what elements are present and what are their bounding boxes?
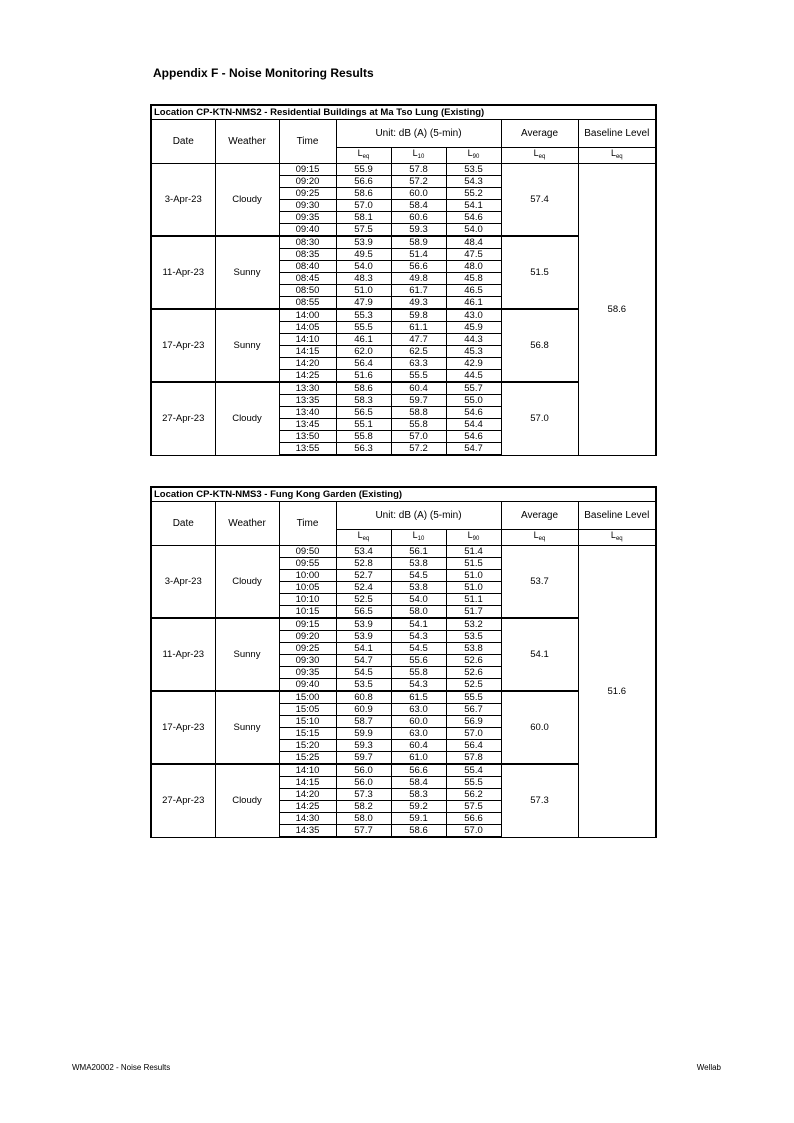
time-cell: 14:00 xyxy=(279,309,336,322)
l10-cell: 54.1 xyxy=(391,618,446,631)
time-cell: 10:05 xyxy=(279,582,336,594)
l90-cell: 47.5 xyxy=(446,249,501,261)
average-leq-header xyxy=(501,530,578,546)
time-cell: 09:20 xyxy=(279,176,336,188)
l90-cell: 56.6 xyxy=(446,813,501,825)
baseline-header: Baseline Level xyxy=(578,502,656,530)
leq-cell: 59.7 xyxy=(336,752,391,765)
average-leq-header-subscript: eq xyxy=(538,154,546,160)
average-cell: 57.3 xyxy=(501,764,578,837)
leq-cell: 55.3 xyxy=(336,309,391,322)
l90-cell: 54.6 xyxy=(446,431,501,443)
leq-cell: 59.3 xyxy=(336,740,391,752)
leq-cell: 49.5 xyxy=(336,249,391,261)
weather-cell: Sunny xyxy=(215,236,279,309)
leq-header-subscript: eq xyxy=(362,536,370,542)
leq-cell: 62.0 xyxy=(336,346,391,358)
l90-cell: 56.7 xyxy=(446,704,501,716)
l90-cell: 57.5 xyxy=(446,801,501,813)
l10-cell: 59.8 xyxy=(391,309,446,322)
l90-cell: 55.7 xyxy=(446,382,501,395)
l10-cell: 47.7 xyxy=(391,334,446,346)
leq-cell: 53.5 xyxy=(336,679,391,692)
l10-cell: 57.0 xyxy=(391,431,446,443)
l10-header-symbol: L xyxy=(412,530,418,540)
l90-cell: 53.5 xyxy=(446,631,501,643)
time-header: Time xyxy=(279,502,336,546)
time-cell: 14:20 xyxy=(279,358,336,370)
time-cell: 09:25 xyxy=(279,643,336,655)
page-title: Appendix F - Noise Monitoring Results xyxy=(153,66,374,80)
time-cell: 09:55 xyxy=(279,558,336,570)
l90-cell: 55.5 xyxy=(446,777,501,789)
unit-header: Unit: dB (A) (5-min) xyxy=(336,502,501,530)
leq-cell: 53.9 xyxy=(336,236,391,249)
leq-cell: 52.5 xyxy=(336,594,391,606)
weather-cell: Sunny xyxy=(215,309,279,382)
time-cell: 09:35 xyxy=(279,212,336,224)
leq-header-symbol: L xyxy=(357,148,363,158)
location-title: Location CP-KTN-NMS3 - Fung Kong Garden (Existing) xyxy=(151,487,656,502)
l90-cell: 54.0 xyxy=(446,224,501,237)
l90-cell: 51.5 xyxy=(446,558,501,570)
time-cell: 08:50 xyxy=(279,285,336,297)
time-cell: 09:25 xyxy=(279,188,336,200)
l10-cell: 58.9 xyxy=(391,236,446,249)
l90-cell: 56.9 xyxy=(446,716,501,728)
l10-cell: 63.0 xyxy=(391,728,446,740)
l90-cell: 57.8 xyxy=(446,752,501,765)
l90-cell: 54.7 xyxy=(446,443,501,456)
time-cell: 15:10 xyxy=(279,716,336,728)
l10-cell: 61.1 xyxy=(391,322,446,334)
baseline-cell: 51.6 xyxy=(578,546,656,838)
l10-cell: 54.5 xyxy=(391,643,446,655)
leq-cell: 58.7 xyxy=(336,716,391,728)
leq-cell: 56.5 xyxy=(336,407,391,419)
leq-cell: 54.1 xyxy=(336,643,391,655)
time-cell: 15:25 xyxy=(279,752,336,765)
l90-cell: 57.0 xyxy=(446,728,501,740)
average-cell: 51.5 xyxy=(501,236,578,309)
time-cell: 09:40 xyxy=(279,224,336,237)
l10-cell: 60.0 xyxy=(391,716,446,728)
time-cell: 09:50 xyxy=(279,546,336,558)
l10-cell: 63.0 xyxy=(391,704,446,716)
weather-header: Weather xyxy=(215,120,279,164)
date-cell: 27-Apr-23 xyxy=(151,764,215,837)
leq-cell: 51.6 xyxy=(336,370,391,383)
l90-cell: 43.0 xyxy=(446,309,501,322)
average-leq-header-symbol: L xyxy=(533,148,539,158)
leq-cell: 47.9 xyxy=(336,297,391,310)
time-header: Time xyxy=(279,120,336,164)
time-cell: 14:35 xyxy=(279,825,336,838)
leq-cell: 52.7 xyxy=(336,570,391,582)
l90-cell: 45.9 xyxy=(446,322,501,334)
average-leq-header-subscript: eq xyxy=(538,536,546,542)
l10-cell: 57.2 xyxy=(391,176,446,188)
leq-cell: 54.7 xyxy=(336,655,391,667)
noise-results-table-nms2 xyxy=(150,104,657,456)
time-cell: 09:15 xyxy=(279,618,336,631)
leq-cell: 54.0 xyxy=(336,261,391,273)
footer-company: Wellab xyxy=(696,1063,721,1072)
l10-cell: 51.4 xyxy=(391,249,446,261)
unit-header: Unit: dB (A) (5-min) xyxy=(336,120,501,148)
weather-cell: Sunny xyxy=(215,691,279,764)
l90-cell: 54.3 xyxy=(446,176,501,188)
average-cell: 53.7 xyxy=(501,546,578,619)
time-cell: 14:10 xyxy=(279,764,336,777)
leq-cell: 55.8 xyxy=(336,431,391,443)
leq-cell: 57.7 xyxy=(336,825,391,838)
baseline-header: Baseline Level xyxy=(578,120,656,148)
l90-cell: 42.9 xyxy=(446,358,501,370)
l10-cell: 60.4 xyxy=(391,740,446,752)
l10-cell: 49.8 xyxy=(391,273,446,285)
l10-cell: 60.0 xyxy=(391,188,446,200)
table-row xyxy=(151,164,656,176)
l10-cell: 58.0 xyxy=(391,606,446,619)
time-cell: 10:10 xyxy=(279,594,336,606)
l90-cell: 54.6 xyxy=(446,212,501,224)
l90-cell: 45.3 xyxy=(446,346,501,358)
l10-cell: 58.4 xyxy=(391,777,446,789)
l90-header-symbol: L xyxy=(467,530,473,540)
leq-header-subscript: eq xyxy=(362,154,370,160)
l10-cell: 55.5 xyxy=(391,370,446,383)
l10-cell: 54.3 xyxy=(391,679,446,692)
average-leq-header-symbol: L xyxy=(533,530,539,540)
time-cell: 09:20 xyxy=(279,631,336,643)
date-cell: 17-Apr-23 xyxy=(151,691,215,764)
l10-cell: 63.3 xyxy=(391,358,446,370)
time-cell: 14:20 xyxy=(279,789,336,801)
l90-cell: 55.4 xyxy=(446,764,501,777)
location-title: Location CP-KTN-NMS2 - Residential Buildings at Ma Tso Lung (Existing) xyxy=(151,105,656,120)
l10-header-symbol: L xyxy=(412,148,418,158)
leq-header xyxy=(336,530,391,546)
leq-cell: 56.0 xyxy=(336,777,391,789)
leq-cell: 46.1 xyxy=(336,334,391,346)
baseline-leq-header-symbol: L xyxy=(610,530,616,540)
l10-cell: 59.3 xyxy=(391,224,446,237)
l90-header-subscript: 90 xyxy=(472,536,480,542)
average-cell: 57.0 xyxy=(501,382,578,455)
leq-cell: 57.0 xyxy=(336,200,391,212)
leq-cell: 56.6 xyxy=(336,176,391,188)
l10-cell: 54.3 xyxy=(391,631,446,643)
leq-header-symbol: L xyxy=(357,530,363,540)
time-cell: 13:50 xyxy=(279,431,336,443)
l90-cell: 53.2 xyxy=(446,618,501,631)
l10-cell: 57.8 xyxy=(391,164,446,176)
leq-cell: 55.5 xyxy=(336,322,391,334)
l10-header-subscript: 10 xyxy=(417,154,425,160)
baseline-cell: 58.6 xyxy=(578,164,656,456)
weather-header: Weather xyxy=(215,502,279,546)
time-cell: 14:10 xyxy=(279,334,336,346)
l90-cell: 53.8 xyxy=(446,643,501,655)
leq-cell: 51.0 xyxy=(336,285,391,297)
leq-cell: 52.4 xyxy=(336,582,391,594)
l90-cell: 44.5 xyxy=(446,370,501,383)
leq-cell: 53.9 xyxy=(336,618,391,631)
l10-cell: 55.8 xyxy=(391,419,446,431)
time-cell: 08:35 xyxy=(279,249,336,261)
l10-cell: 61.7 xyxy=(391,285,446,297)
average-cell: 56.8 xyxy=(501,309,578,382)
l10-cell: 56.6 xyxy=(391,261,446,273)
l10-cell: 59.2 xyxy=(391,801,446,813)
leq-cell: 57.3 xyxy=(336,789,391,801)
average-header: Average xyxy=(501,120,578,148)
l10-cell: 60.6 xyxy=(391,212,446,224)
time-cell: 14:30 xyxy=(279,813,336,825)
l90-header xyxy=(446,530,501,546)
l10-cell: 55.6 xyxy=(391,655,446,667)
date-header: Date xyxy=(151,502,215,546)
l10-header-subscript: 10 xyxy=(417,536,425,542)
time-cell: 13:45 xyxy=(279,419,336,431)
l90-cell: 45.8 xyxy=(446,273,501,285)
leq-cell: 55.9 xyxy=(336,164,391,176)
l90-cell: 51.0 xyxy=(446,570,501,582)
l10-cell: 60.4 xyxy=(391,382,446,395)
l90-cell: 51.4 xyxy=(446,546,501,558)
time-cell: 08:45 xyxy=(279,273,336,285)
time-cell: 08:30 xyxy=(279,236,336,249)
date-header: Date xyxy=(151,120,215,164)
time-cell: 09:40 xyxy=(279,679,336,692)
time-cell: 14:15 xyxy=(279,777,336,789)
leq-cell: 56.4 xyxy=(336,358,391,370)
l10-cell: 58.8 xyxy=(391,407,446,419)
weather-cell: Cloudy xyxy=(215,164,279,237)
average-cell: 60.0 xyxy=(501,691,578,764)
leq-cell: 55.1 xyxy=(336,419,391,431)
time-cell: 10:15 xyxy=(279,606,336,619)
l90-cell: 46.1 xyxy=(446,297,501,310)
l90-cell: 52.6 xyxy=(446,667,501,679)
date-cell: 3-Apr-23 xyxy=(151,164,215,237)
time-cell: 14:25 xyxy=(279,801,336,813)
time-cell: 15:00 xyxy=(279,691,336,704)
time-cell: 15:20 xyxy=(279,740,336,752)
l90-cell: 51.0 xyxy=(446,582,501,594)
l10-cell: 58.6 xyxy=(391,825,446,838)
l10-cell: 54.5 xyxy=(391,570,446,582)
leq-cell: 53.9 xyxy=(336,631,391,643)
time-cell: 14:05 xyxy=(279,322,336,334)
l90-cell: 51.1 xyxy=(446,594,501,606)
leq-cell: 58.6 xyxy=(336,188,391,200)
l10-cell: 56.1 xyxy=(391,546,446,558)
weather-cell: Cloudy xyxy=(215,382,279,455)
baseline-leq-header xyxy=(578,530,656,546)
l90-cell: 55.2 xyxy=(446,188,501,200)
l10-cell: 53.8 xyxy=(391,558,446,570)
l90-cell: 48.0 xyxy=(446,261,501,273)
l10-header xyxy=(391,530,446,546)
leq-cell: 58.3 xyxy=(336,395,391,407)
average-cell: 54.1 xyxy=(501,618,578,691)
leq-cell: 59.9 xyxy=(336,728,391,740)
baseline-leq-header-symbol: L xyxy=(610,148,616,158)
leq-cell: 60.9 xyxy=(336,704,391,716)
weather-cell: Cloudy xyxy=(215,764,279,837)
l10-header xyxy=(391,148,446,164)
l90-cell: 52.6 xyxy=(446,655,501,667)
leq-cell: 56.5 xyxy=(336,606,391,619)
weather-cell: Cloudy xyxy=(215,546,279,619)
leq-cell: 48.3 xyxy=(336,273,391,285)
time-cell: 08:55 xyxy=(279,297,336,310)
average-cell: 57.4 xyxy=(501,164,578,237)
l90-header-symbol: L xyxy=(467,148,473,158)
l10-cell: 59.1 xyxy=(391,813,446,825)
time-cell: 13:40 xyxy=(279,407,336,419)
l90-cell: 55.5 xyxy=(446,691,501,704)
leq-header xyxy=(336,148,391,164)
baseline-leq-header-subscript: eq xyxy=(615,536,623,542)
leq-cell: 52.8 xyxy=(336,558,391,570)
date-cell: 27-Apr-23 xyxy=(151,382,215,455)
time-cell: 13:55 xyxy=(279,443,336,456)
time-cell: 09:35 xyxy=(279,667,336,679)
time-cell: 15:05 xyxy=(279,704,336,716)
baseline-leq-header xyxy=(578,148,656,164)
l90-cell: 56.2 xyxy=(446,789,501,801)
leq-cell: 53.4 xyxy=(336,546,391,558)
weather-cell: Sunny xyxy=(215,618,279,691)
time-cell: 13:35 xyxy=(279,395,336,407)
leq-cell: 58.6 xyxy=(336,382,391,395)
l90-cell: 46.5 xyxy=(446,285,501,297)
leq-cell: 56.0 xyxy=(336,764,391,777)
l90-cell: 51.7 xyxy=(446,606,501,619)
l10-cell: 57.2 xyxy=(391,443,446,456)
l10-cell: 49.3 xyxy=(391,297,446,310)
l10-cell: 55.8 xyxy=(391,667,446,679)
l10-cell: 54.0 xyxy=(391,594,446,606)
l90-header xyxy=(446,148,501,164)
l90-cell: 54.6 xyxy=(446,407,501,419)
leq-cell: 54.5 xyxy=(336,667,391,679)
time-cell: 08:40 xyxy=(279,261,336,273)
time-cell: 13:30 xyxy=(279,382,336,395)
time-cell: 15:15 xyxy=(279,728,336,740)
l90-cell: 55.0 xyxy=(446,395,501,407)
l90-cell: 48.4 xyxy=(446,236,501,249)
leq-cell: 56.3 xyxy=(336,443,391,456)
time-cell: 09:30 xyxy=(279,200,336,212)
l90-cell: 44.3 xyxy=(446,334,501,346)
date-cell: 11-Apr-23 xyxy=(151,236,215,309)
date-cell: 3-Apr-23 xyxy=(151,546,215,619)
l90-header-subscript: 90 xyxy=(472,154,480,160)
leq-cell: 58.1 xyxy=(336,212,391,224)
time-cell: 09:15 xyxy=(279,164,336,176)
date-cell: 17-Apr-23 xyxy=(151,309,215,382)
leq-cell: 58.0 xyxy=(336,813,391,825)
l10-cell: 62.5 xyxy=(391,346,446,358)
l10-cell: 61.5 xyxy=(391,691,446,704)
average-header: Average xyxy=(501,502,578,530)
time-cell: 14:15 xyxy=(279,346,336,358)
noise-results-table-nms3 xyxy=(150,486,657,838)
average-leq-header xyxy=(501,148,578,164)
time-cell: 10:00 xyxy=(279,570,336,582)
l10-cell: 58.4 xyxy=(391,200,446,212)
leq-cell: 60.8 xyxy=(336,691,391,704)
l90-cell: 57.0 xyxy=(446,825,501,838)
l90-cell: 56.4 xyxy=(446,740,501,752)
l10-cell: 59.7 xyxy=(391,395,446,407)
l90-cell: 54.1 xyxy=(446,200,501,212)
time-cell: 09:30 xyxy=(279,655,336,667)
footer-document-ref: WMA20002 - Noise Results xyxy=(72,1063,171,1072)
l10-cell: 53.8 xyxy=(391,582,446,594)
time-cell: 14:25 xyxy=(279,370,336,383)
l10-cell: 58.3 xyxy=(391,789,446,801)
baseline-leq-header-subscript: eq xyxy=(615,154,623,160)
l90-cell: 54.4 xyxy=(446,419,501,431)
l90-cell: 52.5 xyxy=(446,679,501,692)
table-row xyxy=(151,546,656,558)
leq-cell: 58.2 xyxy=(336,801,391,813)
l10-cell: 61.0 xyxy=(391,752,446,765)
date-cell: 11-Apr-23 xyxy=(151,618,215,691)
l10-cell: 56.6 xyxy=(391,764,446,777)
l90-cell: 53.5 xyxy=(446,164,501,176)
leq-cell: 57.5 xyxy=(336,224,391,237)
